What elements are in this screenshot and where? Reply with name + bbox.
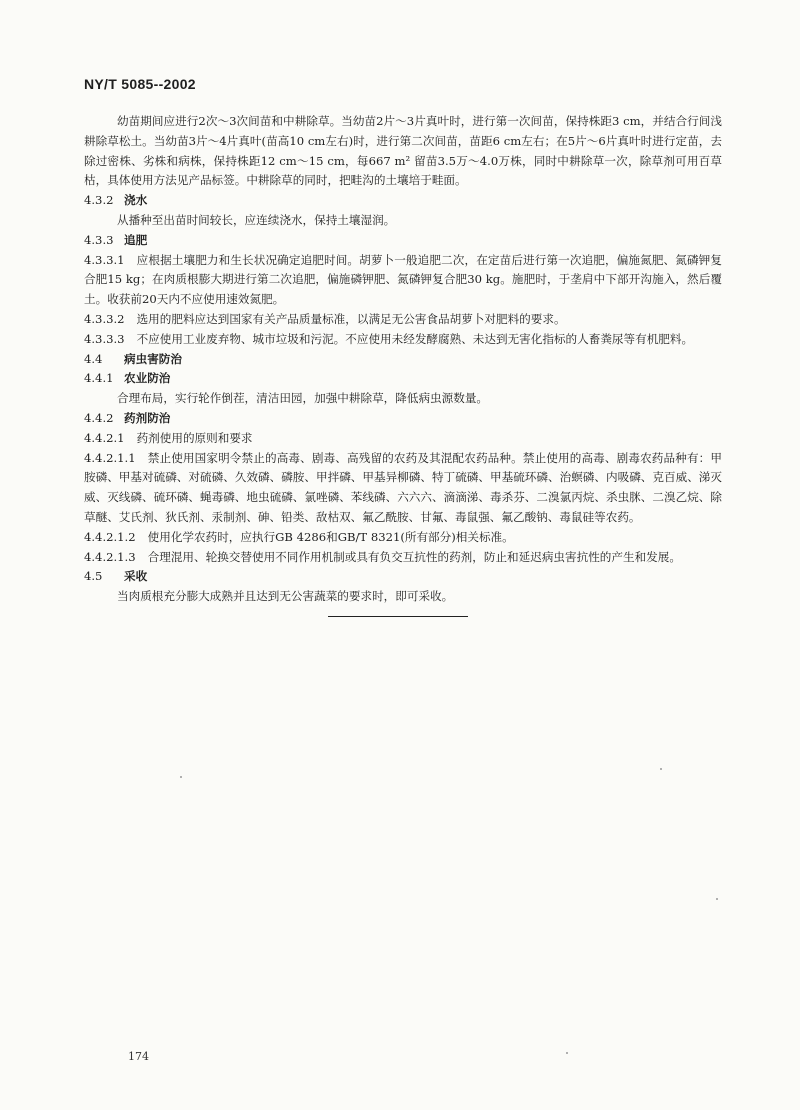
heading-4-4-1 — [84, 369, 722, 389]
heading-4-5 — [84, 567, 722, 587]
end-of-standard-rule — [328, 616, 468, 617]
heading-4-4-2 — [84, 409, 722, 429]
section-number: 4.5 — [84, 569, 103, 584]
clause-number: 4.3.3.1 — [84, 252, 125, 267]
clause-text: 应根据土壤肥力和生长状况确定追肥时间。胡萝卜一般追肥二次，在定苗后进行第一次追肥，偏施氮肥、氮磷钾复合肥15 kg；在肉质根膨大期进行第二次追肥，偏施磷钾肥、氮磷钾复合肥30 kg。施肥时，于垄肩中下部开沟施入，然后覆土。收获前20天内不应使用速效氮肥。 — [84, 252, 722, 307]
scan-speck — [566, 1052, 568, 1054]
heading-4-4-2-1 — [84, 429, 722, 449]
scan-speck — [660, 768, 662, 770]
document-standard-number: NY/T 5085--2002 — [84, 76, 196, 92]
clause-text: 不应使用工业废弃物、城市垃圾和污泥。不应使用未经发酵腐熟、未达到无害化指标的人畜粪尿等有机肥料。 — [136, 331, 694, 346]
clause-number: 4.3.3.2 — [84, 311, 125, 326]
scan-speck — [180, 776, 182, 778]
clause-text: 使用化学农药时，应执行GB 4286和GB/T 8321(所有部分)相关标准。 — [147, 529, 514, 544]
clause-text: 选用的肥料应达到国家有关产品质量标准，以满足无公害食品胡萝卜对肥料的要求。 — [136, 311, 566, 326]
document-body — [84, 112, 722, 617]
clause-text: 禁止使用国家明令禁止的高毒、剧毒、高残留的农药及其混配农药品种。禁止使用的高毒、剧毒农药品种有：甲胺磷、甲基对硫磷、对硫磷、久效磷、磷胺、甲拌磷、甲基异柳磷、特丁硫磷、甲基硫环磷、治螟磷、内吸磷、克百威、涕灭威、灭线磷、硫环磷、蝇毒磷、地虫硫磷、氯唑磷、苯线磷、六六六、滴滴涕、毒杀芬、二溴氯丙烷、杀虫脒、二溴乙烷、除草醚、艾氏剂、狄氏剂、汞制剂、砷、铅类、敌枯双、氟乙酰胺、甘氟、毒鼠强、氟乙酸钠、毒鼠硅等农药。 — [84, 450, 722, 524]
section-number: 4.4.1 — [84, 371, 114, 386]
section-title: 浇水 — [124, 193, 148, 208]
section-title: 病虫害防治 — [124, 351, 182, 366]
section-title: 追肥 — [124, 232, 148, 247]
clause-number: 4.4.2.1.3 — [84, 549, 136, 564]
section-number: 4.4.2 — [84, 410, 114, 425]
heading-4-3-3 — [84, 231, 722, 251]
clause-text: 合理混用、轮换交替使用不同作用机制或具有负交互抗性的药剂，防止和延迟病虫害抗性的产生和发展。 — [147, 549, 681, 564]
section-title: 药剂使用的原则和要求 — [136, 430, 253, 445]
section-title: 农业防治 — [124, 371, 171, 386]
clause-number: 4.3.3.3 — [84, 331, 125, 346]
section-number: 4.3.2 — [84, 193, 114, 208]
section-title: 药剂防治 — [124, 410, 171, 425]
section-number: 4.3.3 — [84, 232, 114, 247]
scan-speck — [716, 898, 718, 900]
paragraph-agricultural-control: 合理布局，实行轮作倒茬，清洁田园，加强中耕除草，降低病虫源数量。 — [117, 391, 489, 406]
section-number: 4.4.2.1 — [84, 430, 125, 445]
clause-4-4-2-1-2 — [84, 528, 722, 548]
heading-4-4 — [84, 350, 722, 370]
clause-number: 4.4.2.1.2 — [84, 529, 136, 544]
paragraph-watering: 从播种至出苗时间较长，应连续浇水，保持土壤湿润。 — [117, 212, 396, 227]
section-title: 采收 — [124, 569, 148, 584]
section-number: 4.4 — [84, 351, 103, 366]
clause-4-3-3-2 — [84, 310, 722, 330]
paragraph-thinning: 幼苗期间应进行2次～3次间苗和中耕除草。当幼苗2片～3片真叶时，进行第一次间苗，保持株距3 cm，并结合行间浅耕除草松土。当幼苗3片～4片真叶(苗高10 cm左右)时，进行第二次间苗，苗距6 cm左右；在5片～6片真叶时进行定苗，去除过密株、劣株和病株，保持株距12 cm～15 cm，每667 m² 留苗3.5万～4.0万株，同时中耕除草一次，除草剂可用百草枯，具体使用方法见产品标签。中耕除草的同时，把畦沟的土壤培于畦面。 — [84, 114, 722, 188]
clause-4-4-2-1-3 — [84, 548, 722, 568]
clause-4-3-3-3 — [84, 330, 722, 350]
clause-number: 4.4.2.1.1 — [84, 450, 136, 465]
clause-4-3-3-1 — [84, 251, 722, 310]
heading-4-3-2 — [84, 191, 722, 211]
page-number: 174 — [128, 1050, 149, 1063]
paragraph-harvest: 当肉质根充分膨大成熟并且达到无公害蔬菜的要求时，即可采收。 — [117, 589, 454, 604]
clause-4-4-2-1-1 — [84, 449, 722, 528]
